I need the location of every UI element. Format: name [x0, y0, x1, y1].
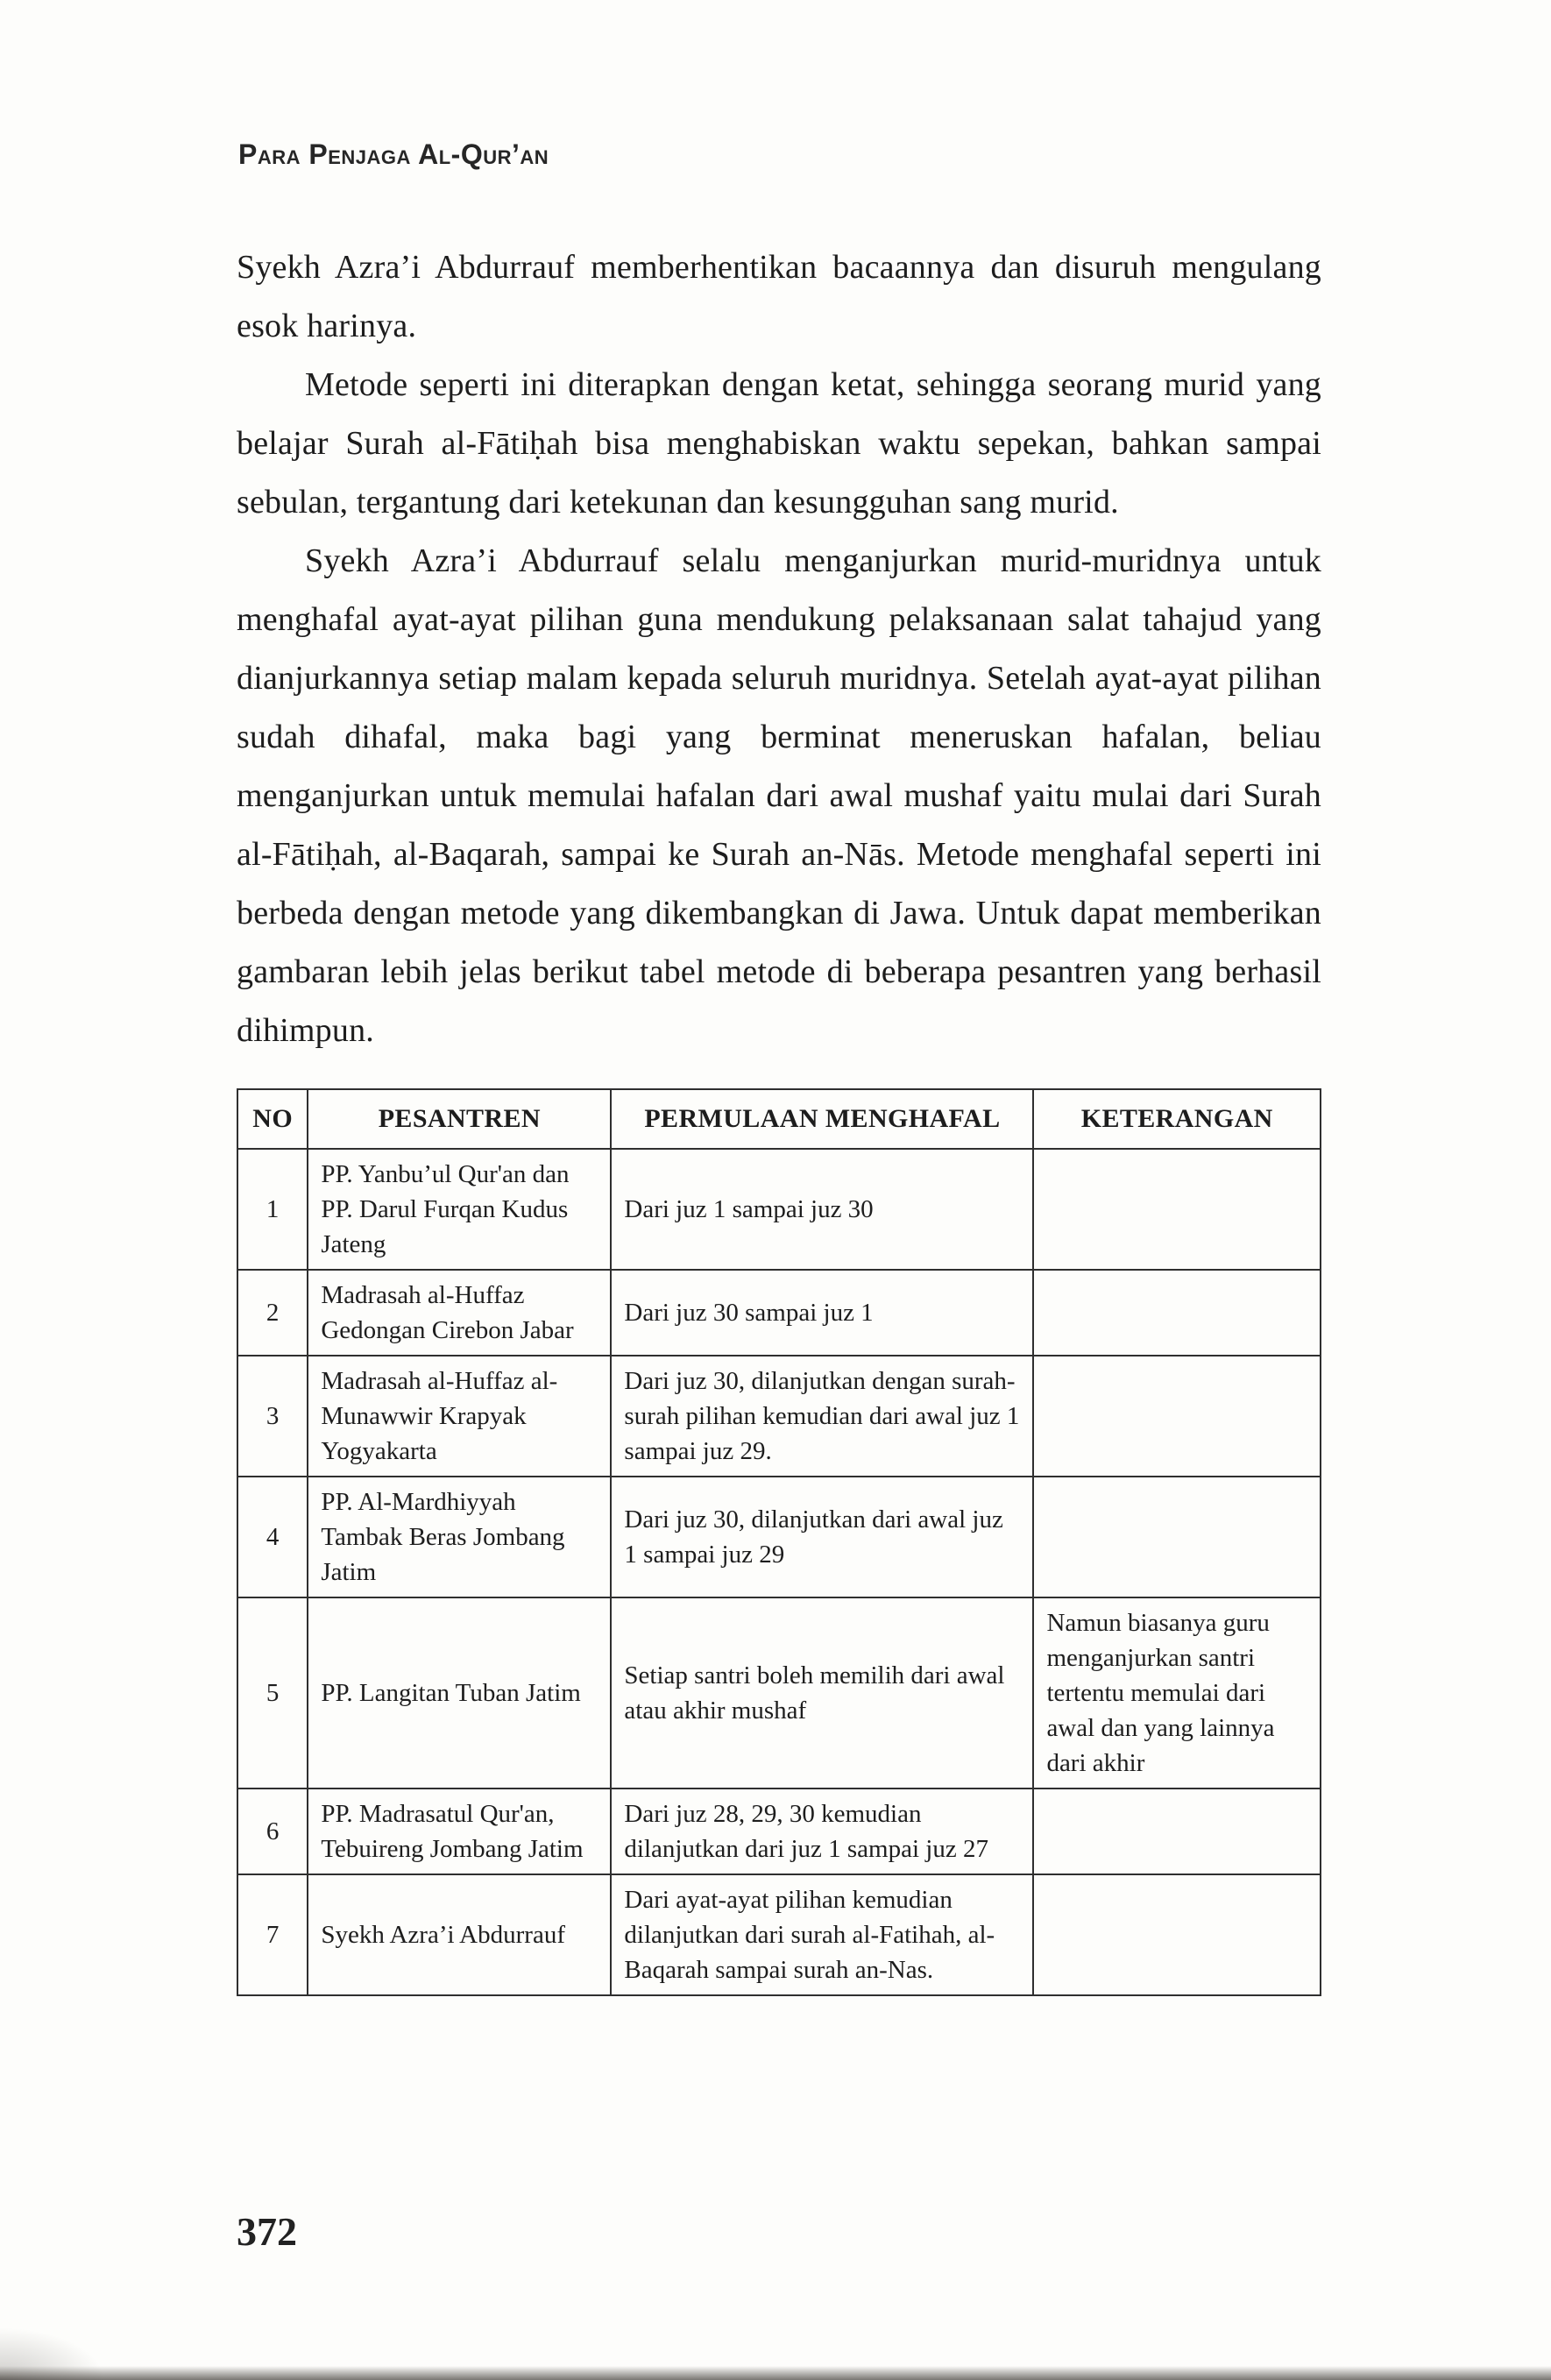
cell-no: 2: [237, 1270, 308, 1356]
cell-keterangan: [1033, 1789, 1321, 1874]
cell-no: 6: [237, 1789, 308, 1874]
cell-pesantren: Syekh Azra’i Abdurrauf: [308, 1874, 611, 1995]
col-header-permulaan: PERMULAAN MENGHAFAL: [611, 1089, 1033, 1149]
cell-pesantren: PP. Al-Mardhiyyah Tambak Beras Jombang Jatim: [308, 1477, 611, 1597]
table-row: [237, 1789, 1321, 1874]
table-row: [237, 1356, 1321, 1477]
paragraphs: [237, 238, 1321, 1060]
table-row: [237, 1874, 1321, 1995]
col-header-keterangan: KETERANGAN: [1033, 1089, 1321, 1149]
cell-permulaan: Dari juz 1 sampai juz 30: [611, 1149, 1033, 1270]
cell-permulaan: Dari juz 30, dilanjutkan dengan surah-surah pilihan kemudian dari awal juz 1 sampai juz 29.: [611, 1356, 1033, 1477]
col-header-pesantren: PESANTREN: [308, 1089, 611, 1149]
cell-keterangan: [1033, 1874, 1321, 1995]
cell-pesantren: Madrasah al-Huffaz Gedongan Cirebon Jabar: [308, 1270, 611, 1356]
table-row: [237, 1149, 1321, 1270]
table-header-row: [237, 1089, 1321, 1149]
cell-permulaan: Dari juz 28, 29, 30 kemudian dilanjutkan dari juz 1 sampai juz 27: [611, 1789, 1033, 1874]
col-header-no: NO: [237, 1089, 308, 1149]
scan-corner-shade: [0, 2327, 105, 2380]
running-head: Para Penjaga Al-Qur’an: [238, 138, 549, 170]
body-text: [237, 238, 1321, 1996]
table-row: [237, 1477, 1321, 1597]
cell-keterangan: [1033, 1477, 1321, 1597]
cell-keterangan: Namun biasanya guru menganjurkan santri tertentu memulai dari awal dan yang lainnya dari akhir: [1033, 1597, 1321, 1789]
cell-keterangan: [1033, 1270, 1321, 1356]
cell-no: 5: [237, 1597, 308, 1789]
cell-pesantren: Madrasah al-Huffaz al-Munawwir Krapyak Yogyakarta: [308, 1356, 611, 1477]
cell-pesantren: PP. Yanbu’ul Qur'an dan PP. Darul Furqan Kudus Jateng: [308, 1149, 611, 1270]
cell-permulaan: Dari juz 30 sampai juz 1: [611, 1270, 1033, 1356]
table-row: [237, 1270, 1321, 1356]
cell-no: 7: [237, 1874, 308, 1995]
cell-pesantren: PP. Madrasatul Qur'an, Tebuireng Jombang Jatim: [308, 1789, 611, 1874]
table-row: [237, 1597, 1321, 1789]
paragraph: Syekh Azra’i Abdurrauf memberhentikan bacaannya dan disuruh mengulang esok harinya.: [237, 249, 1321, 344]
cell-permulaan: Dari ayat-ayat pilihan kemudian dilanjutkan dari surah al-Fatihah, al-Baqarah sampai surah an-Nas.: [611, 1874, 1033, 1995]
page-number: 372: [237, 2209, 297, 2254]
cell-pesantren: PP. Langitan Tuban Jatim: [308, 1597, 611, 1789]
cell-no: 3: [237, 1356, 308, 1477]
paragraph: Syekh Azra’i Abdurrauf selalu menganjurkan murid-muridnya untuk menghafal ayat-ayat pilihan guna mendukung pelaksanaan salat tahajud yang dianjurkannya setiap malam kepada seluruh muridnya. Setelah ayat-ayat pilihan sudah dihafal, maka bagi yang berminat meneruskan hafalan, beliau menganjurkan untuk memulai hafalan dari awal mushaf yaitu mulai dari Surah al-Fātiḥah, al-Baqarah, sampai ke Surah an-Nās. Metode menghafal seperti ini berbeda dengan metode yang dikembangkan di Jawa. Untuk dapat memberikan gambaran lebih jelas berikut tabel metode di beberapa pesantren yang berhasil dihimpun.: [237, 542, 1321, 1049]
cell-keterangan: [1033, 1149, 1321, 1270]
paragraph: Metode seperti ini diterapkan dengan ketat, sehingga seorang murid yang belajar Surah al-Fātiḥah bisa menghabiskan waktu sepekan, bahkan sampai sebulan, tergantung dari ketekunan dan kesungguhan sang murid.: [237, 366, 1321, 521]
table-body: [237, 1149, 1321, 1995]
cell-permulaan: Setiap santri boleh memilih dari awal atau akhir mushaf: [611, 1597, 1033, 1789]
cell-no: 1: [237, 1149, 308, 1270]
scan-edge-bottom: [0, 2366, 1551, 2380]
cell-permulaan: Dari juz 30, dilanjutkan dari awal juz 1 sampai juz 29: [611, 1477, 1033, 1597]
method-table: [237, 1088, 1321, 1996]
cell-keterangan: [1033, 1356, 1321, 1477]
cell-no: 4: [237, 1477, 308, 1597]
